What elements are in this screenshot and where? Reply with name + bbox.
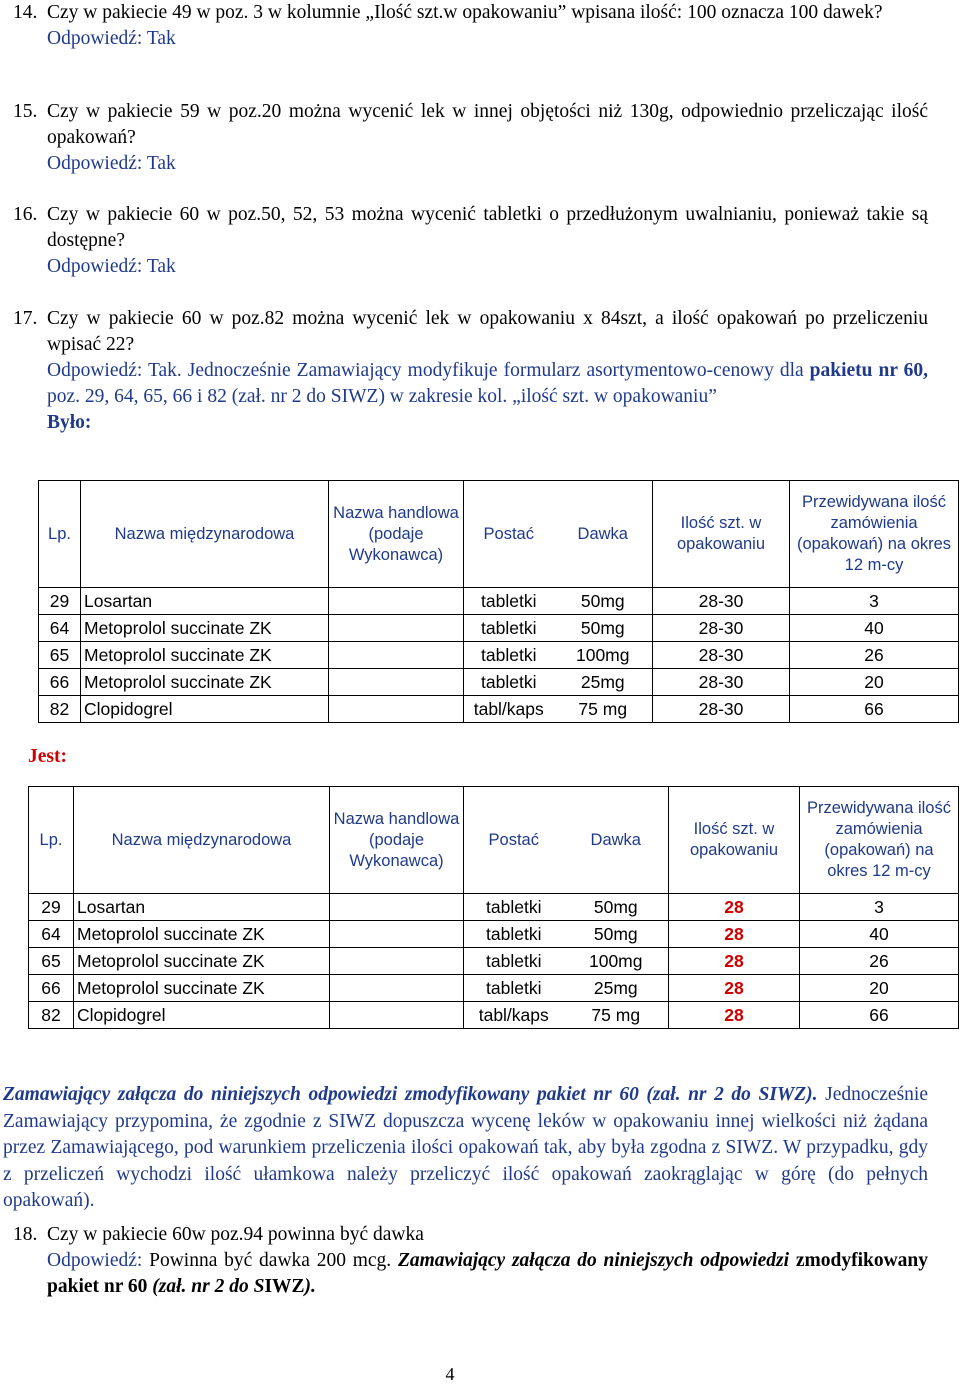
answer-text-continued: poz. 29, 64, 65, 66 i 82 (zał. nr 2 do SIWZ) w zakresie kol. „ilość szt. w opakowaniu” bbox=[47, 386, 717, 407]
header-postac: Postać bbox=[464, 481, 554, 588]
cell-postac: tabletki bbox=[464, 615, 554, 642]
cell-dawka: 75 mg bbox=[564, 1002, 669, 1029]
answer-label: Odpowiedź: bbox=[47, 360, 143, 381]
header-nazwa-miedzynarodowa: Nazwa międzynarodowa bbox=[81, 481, 329, 588]
notice-bold-italic: Zamawiający załącza do niniejszych odpowiedzi zmodyfikowany pakiet nr 60 (zał. nr 2 do SIWZ). bbox=[3, 1084, 818, 1105]
cell-przewidywana: 3 bbox=[800, 894, 959, 921]
cell-postac: tabl/kaps bbox=[464, 696, 554, 723]
question-18 bbox=[13, 1222, 928, 1300]
cell-ilosc-szt: 28 bbox=[669, 921, 800, 948]
cell-postac: tabletki bbox=[464, 642, 554, 669]
header-nazwa-miedzynarodowa: Nazwa międzynarodowa bbox=[74, 787, 330, 894]
answer-text: Tak bbox=[146, 153, 176, 174]
cell-lp: 82 bbox=[29, 1002, 74, 1029]
question-text: Czy w pakiecie 49 w poz. 3 w kolumnie „Ilość szt.w opakowaniu” wpisana ilość: 100 oznacza 100 dawek? bbox=[47, 2, 883, 23]
header-postac: Postać bbox=[464, 787, 564, 894]
header-lp: Lp. bbox=[39, 481, 81, 588]
cell-postac: tabletki bbox=[464, 921, 564, 948]
answer-label: Odpowiedź: bbox=[47, 1250, 143, 1271]
cell-lp: 66 bbox=[29, 975, 74, 1002]
question-number: 18. bbox=[13, 1224, 38, 1245]
cell-nazwa-miedzynarodowa: Metoprolol succinate ZK bbox=[74, 921, 330, 948]
table-jest bbox=[28, 786, 959, 1029]
question-number: 15. bbox=[13, 101, 38, 122]
cell-nazwa-handlowa bbox=[329, 615, 464, 642]
cell-lp: 82 bbox=[39, 696, 81, 723]
cell-dawka: 100mg bbox=[564, 948, 669, 975]
question-text: Czy w pakiecie 60 w poz.50, 52, 53 można wycenić tabletki o przedłużonym uwalnianiu, ponieważ takie są dostępne? bbox=[47, 204, 928, 251]
cell-ilosc-szt: 28 bbox=[669, 948, 800, 975]
table-row bbox=[39, 669, 959, 696]
table-row bbox=[29, 921, 959, 948]
cell-nazwa-handlowa bbox=[329, 669, 464, 696]
header-przewidywana: Przewidywana ilość zamówienia (opakowań) na okres 12 m-cy bbox=[790, 481, 959, 588]
cell-postac: tabletki bbox=[464, 588, 554, 615]
cell-nazwa-miedzynarodowa: Clopidogrel bbox=[74, 1002, 330, 1029]
question-15 bbox=[13, 99, 928, 177]
table-header-row bbox=[29, 787, 959, 894]
question-text: Czy w pakiecie 59 w poz.20 można wycenić lek w innej objętości niż 130g, odpowiednio przeliczając ilość opakowań? bbox=[47, 101, 928, 148]
bylo-label: Było: bbox=[47, 412, 92, 433]
cell-ilosc-szt: 28-30 bbox=[653, 669, 790, 696]
question-number: 14. bbox=[13, 2, 38, 23]
cell-przewidywana: 40 bbox=[800, 921, 959, 948]
table-row bbox=[29, 975, 959, 1002]
cell-nazwa-miedzynarodowa: Losartan bbox=[74, 894, 330, 921]
cell-nazwa-handlowa bbox=[330, 1002, 464, 1029]
table-row bbox=[39, 588, 959, 615]
cell-postac: tabl/kaps bbox=[464, 1002, 564, 1029]
cell-dawka: 25mg bbox=[554, 669, 653, 696]
notice-paragraph bbox=[3, 1082, 928, 1215]
answer-label: Odpowiedź: bbox=[47, 153, 143, 174]
table-row bbox=[29, 894, 959, 921]
cell-lp: 29 bbox=[29, 894, 74, 921]
cell-postac: tabletki bbox=[464, 894, 564, 921]
cell-nazwa-handlowa bbox=[329, 588, 464, 615]
cell-ilosc-szt: 28-30 bbox=[653, 696, 790, 723]
cell-przewidywana: 26 bbox=[790, 642, 959, 669]
header-dawka: Dawka bbox=[564, 787, 669, 894]
cell-przewidywana: 40 bbox=[790, 615, 959, 642]
cell-postac: tabletki bbox=[464, 669, 554, 696]
cell-postac: tabletki bbox=[464, 975, 564, 1002]
header-nazwa-handlowa: Nazwa handlowa (podaje Wykonawca) bbox=[330, 787, 464, 894]
cell-lp: 66 bbox=[39, 669, 81, 696]
header-dawka: Dawka bbox=[554, 481, 653, 588]
question-17 bbox=[13, 306, 928, 436]
cell-ilosc-szt: 28 bbox=[669, 975, 800, 1002]
answer-bold-1: zmodyfikowany pakiet nr 60 bbox=[47, 1250, 929, 1297]
table-row bbox=[29, 1002, 959, 1029]
cell-nazwa-miedzynarodowa: Losartan bbox=[81, 588, 329, 615]
cell-lp: 65 bbox=[39, 642, 81, 669]
cell-przewidywana: 20 bbox=[800, 975, 959, 1002]
answer-bold-italic-3: ). bbox=[304, 1276, 316, 1297]
answer-bold-2: IWZ bbox=[264, 1276, 305, 1297]
table-row bbox=[29, 948, 959, 975]
cell-nazwa-miedzynarodowa: Metoprolol succinate ZK bbox=[81, 669, 329, 696]
cell-dawka: 75 mg bbox=[554, 696, 653, 723]
cell-nazwa-miedzynarodowa: Metoprolol succinate ZK bbox=[81, 615, 329, 642]
question-16 bbox=[13, 202, 928, 280]
cell-lp: 64 bbox=[29, 921, 74, 948]
cell-przewidywana: 3 bbox=[790, 588, 959, 615]
cell-lp: 65 bbox=[29, 948, 74, 975]
cell-nazwa-handlowa bbox=[330, 921, 464, 948]
table-row bbox=[39, 642, 959, 669]
cell-ilosc-szt: 28-30 bbox=[653, 588, 790, 615]
cell-przewidywana: 26 bbox=[800, 948, 959, 975]
cell-dawka: 25mg bbox=[564, 975, 669, 1002]
cell-ilosc-szt: 28 bbox=[669, 894, 800, 921]
cell-ilosc-szt: 28-30 bbox=[653, 642, 790, 669]
cell-nazwa-miedzynarodowa: Metoprolol succinate ZK bbox=[74, 975, 330, 1002]
question-number: 17. bbox=[13, 308, 38, 329]
answer-text: Tak bbox=[146, 28, 176, 49]
cell-nazwa-handlowa bbox=[330, 975, 464, 1002]
cell-przewidywana: 66 bbox=[790, 696, 959, 723]
question-number: 16. bbox=[13, 204, 38, 225]
answer-bold-italic-2: (zał. nr 2 do S bbox=[152, 1276, 265, 1297]
answer-label: Odpowiedź: bbox=[47, 256, 143, 277]
answer-text: Tak. Jednocześnie Zamawiający modyfikuje formularz asortymentowo-cenowy dla bbox=[147, 360, 804, 381]
cell-ilosc-szt: 28-30 bbox=[653, 615, 790, 642]
question-14 bbox=[13, 0, 928, 52]
cell-dawka: 50mg bbox=[554, 588, 653, 615]
header-ilosc-szt: Ilość szt. w opakowaniu bbox=[653, 481, 790, 588]
cell-postac: tabletki bbox=[464, 948, 564, 975]
cell-nazwa-miedzynarodowa: Clopidogrel bbox=[81, 696, 329, 723]
cell-dawka: 50mg bbox=[564, 921, 669, 948]
page-number: 4 bbox=[445, 1364, 455, 1384]
cell-dawka: 100mg bbox=[554, 642, 653, 669]
cell-ilosc-szt: 28 bbox=[669, 1002, 800, 1029]
header-nazwa-handlowa: Nazwa handlowa (podaje Wykonawca) bbox=[329, 481, 464, 588]
cell-dawka: 50mg bbox=[554, 615, 653, 642]
header-ilosc-szt: Ilość szt. w opakowaniu bbox=[669, 787, 800, 894]
table-row bbox=[39, 615, 959, 642]
answer-block bbox=[13, 358, 928, 410]
answer-text: Powinna być dawka 200 mcg. bbox=[149, 1250, 392, 1271]
table-header-row bbox=[39, 481, 959, 588]
answer-bold-italic-1: Zamawiający załącza do niniejszych odpowiedzi bbox=[397, 1250, 790, 1271]
cell-nazwa-miedzynarodowa: Metoprolol succinate ZK bbox=[74, 948, 330, 975]
cell-nazwa-miedzynarodowa: Metoprolol succinate ZK bbox=[81, 642, 329, 669]
question-text: Czy w pakiecie 60 w poz.82 można wycenić lek w opakowaniu x 84szt, a ilość opakowań po przeliczeniu wpisać 22? bbox=[47, 308, 928, 355]
table-bylo bbox=[38, 480, 959, 723]
header-przewidywana: Przewidywana ilość zamówienia (opakowań) na okres 12 m-cy bbox=[800, 787, 959, 894]
table-row bbox=[39, 696, 959, 723]
notice-text: Jednocześnie Zamawiający przypomina, że zgodnie z SIWZ dopuszcza wycenę leków w opakowaniu innej wielkości niż żądana przez Zamawiającego, pod warunkiem przeliczenia ilości opakowań tak, aby była zgodna z SIWZ. W przypadku, gdy z przeliczeń wychodzi ilość ułamkowa należy przeliczyć ilość opakowań zaokrąglając w górę (do pełnych opakowań). bbox=[3, 1084, 928, 1211]
cell-nazwa-handlowa bbox=[330, 894, 464, 921]
cell-lp: 64 bbox=[39, 615, 81, 642]
cell-nazwa-handlowa bbox=[329, 696, 464, 723]
cell-nazwa-handlowa bbox=[330, 948, 464, 975]
answer-label: Odpowiedź: bbox=[47, 28, 143, 49]
cell-nazwa-handlowa bbox=[329, 642, 464, 669]
cell-dawka: 50mg bbox=[564, 894, 669, 921]
cell-lp: 29 bbox=[39, 588, 81, 615]
header-lp: Lp. bbox=[29, 787, 74, 894]
question-text: Czy w pakiecie 60w poz.94 powinna być dawka bbox=[47, 1224, 424, 1245]
cell-przewidywana: 20 bbox=[790, 669, 959, 696]
answer-text: Tak bbox=[146, 256, 176, 277]
cell-przewidywana: 66 bbox=[800, 1002, 959, 1029]
answer-bold-text: pakietu nr 60, bbox=[809, 360, 929, 381]
jest-label: Jest: bbox=[28, 746, 67, 767]
